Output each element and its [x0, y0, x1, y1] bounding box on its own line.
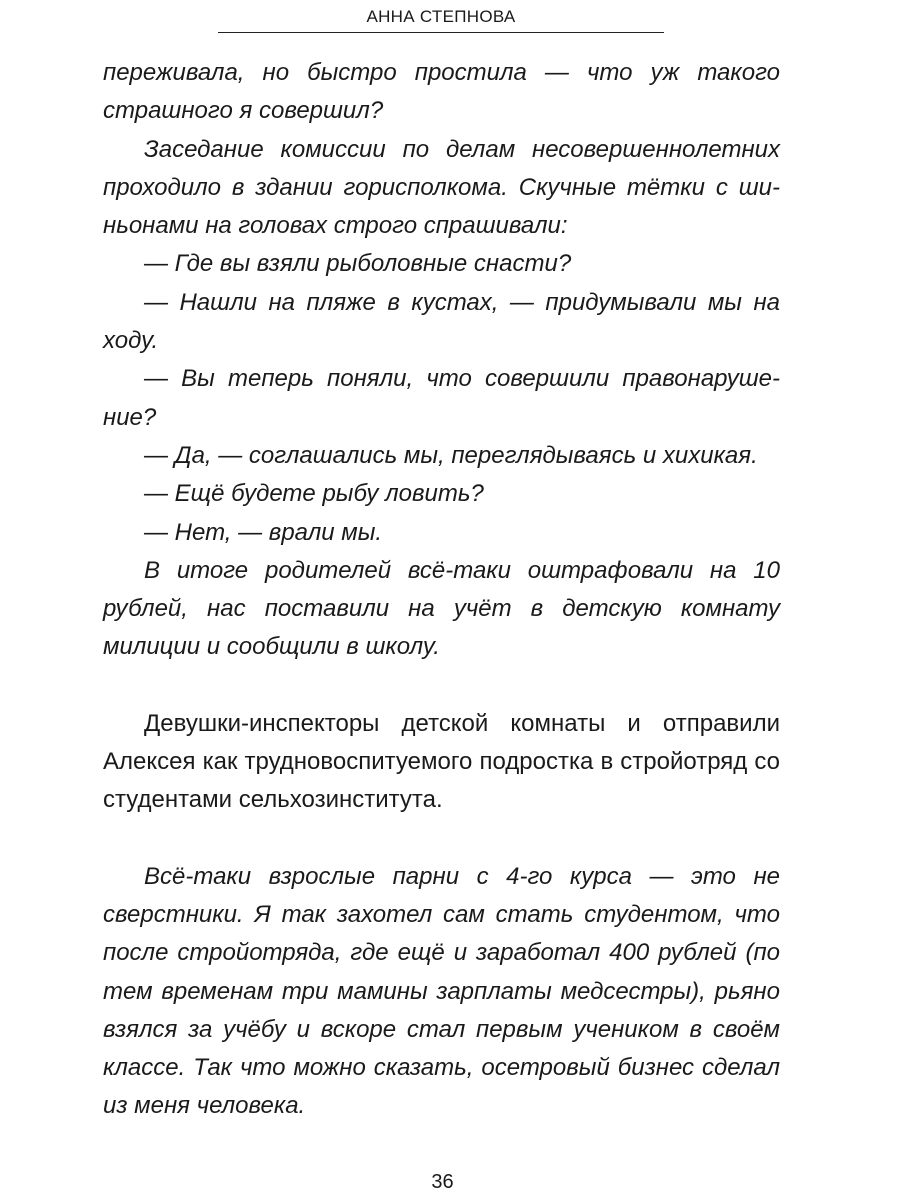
dialogue-line-answer-beach: — Нашли на пляже в кустах, — придумывали мы на ходу.	[103, 288, 780, 355]
dialogue-line-question-fish-again: — Ещё будете рыбу ловить?	[144, 480, 484, 508]
header-rule	[218, 32, 664, 33]
paragraph-outcome: В итоге родителей всё-таки оштрафовали на 10 рублей, нас поставили на учёт в детскую комнату милиции и сообщили в школу.	[103, 556, 780, 661]
paragraph-inspectors: Девушки-инспекторы детской комнаты и отправили Алексея как трудновоспитуемого подростка в стройотряд со студентами сельхозинститута.	[103, 709, 780, 814]
page-body	[103, 54, 780, 1126]
narrator-section	[103, 705, 780, 820]
dialogue-line-answer-no: — Нет, — врали мы.	[144, 518, 383, 546]
page-number: 36	[431, 1171, 454, 1193]
running-head-author: АННА СТЕПНОВА	[366, 7, 516, 26]
italic-section-1	[103, 54, 780, 667]
paragraph-continuation: переживала, но быстро простила — что уж такого страшного я совершил?	[103, 59, 780, 125]
italic-section-2	[103, 858, 780, 1126]
paragraph-student-camp: Всё-таки взрослые парни с 4-го курса — это не сверстники. Я так захотел сам стать студентом, что после стройотряда, где ещё и заработал 400 рублей (по тем временам три мамины зарплаты медсестры), рьяно взялся за учёбу и вскоре стал первым учеником в своём классе. Так что можно сказать, осетровый бизнес сделал из меня человека.	[103, 862, 780, 1120]
dialogue-line-question-offense: — Вы теперь поняли, что совершили правонарушение?	[103, 365, 780, 431]
dialogue-line-question-tackle: — Где вы взяли рыболовные снасти?	[144, 250, 572, 278]
dialogue-line-answer-yes: — Да, — соглашались мы, переглядываясь и хихикая.	[144, 441, 758, 469]
paragraph-commission: Заседание комиссии по делам несовершеннолетних проходило в здании горисполкома. Скучные тётки с шиньонами на головах строго спрашивали:	[103, 135, 780, 240]
